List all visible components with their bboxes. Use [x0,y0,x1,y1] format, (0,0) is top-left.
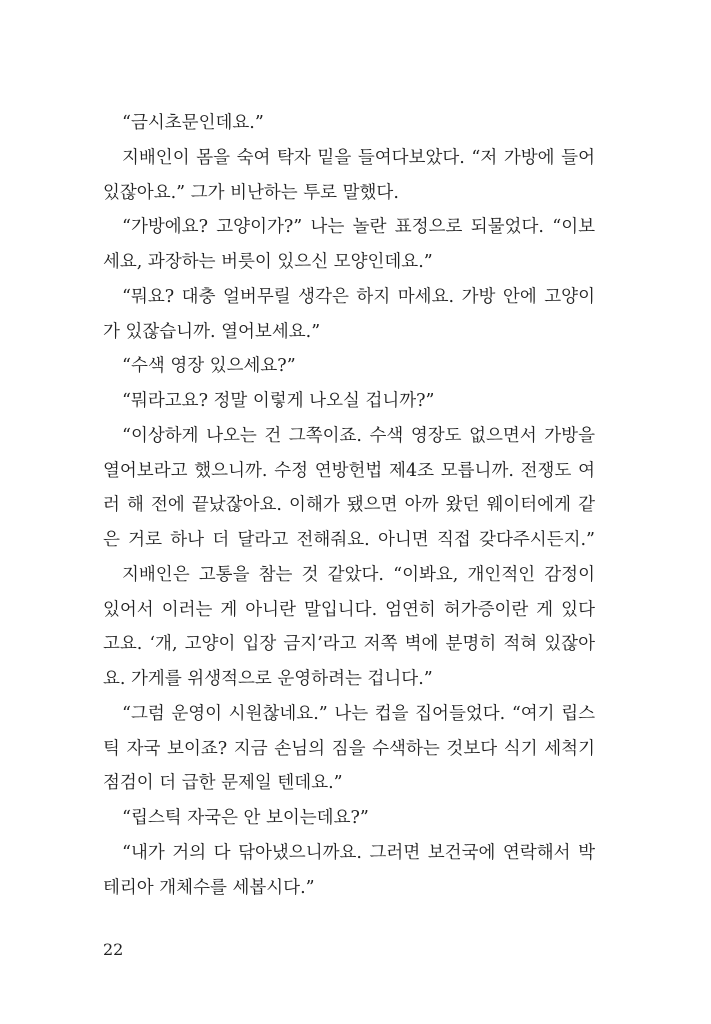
text-line: 열어보라고 했으니까. 수정 연방헌법 제4조 모릅니까. 전쟁도 여 [103,460,595,481]
text-line: “립스틱 자국은 안 보이는데요?” [122,808,369,828]
page-number: 22 [103,940,124,959]
text-line: 점검이 더 급한 문제일 텐데요.” [103,773,343,794]
text-line: 가 있잖습니까. 열어보세요.” [103,321,321,342]
text-line: 세요, 과장하는 버릇이 있으신 모양인데요.” [103,252,433,272]
text-line: 은 거로 하나 더 달라고 전해줘요. 아니면 직접 갖다주시든지.” [103,530,595,550]
text-line: “가방에요? 고양이가?” 나는 놀란 표정으로 되물었다. “이보 [122,217,595,238]
text-line: 러 해 전에 끝났잖아요. 이해가 됐으면 아까 왔던 웨이터에게 같 [103,495,595,516]
text-line: “금시초문인데요.” [122,113,264,133]
text-line: “그럼 운영이 시원찮네요.” 나는 컵을 집어들었다. “여기 립스 [122,703,595,724]
text-line: “뭐라고요? 정말 이렇게 나오실 겁니까?” [122,391,435,411]
text-line: “수색 영장 있으세요?” [122,356,296,377]
text-line: 틱 자국 보이죠? 지금 손님의 짐을 수색하는 것보다 식기 세척기 [103,738,595,759]
body-text [103,106,595,905]
text-line: 요. 가게를 위생적으로 운영하려는 겁니다.” [103,669,433,689]
text-line: 테리아 개체수를 세봅시다.” [103,877,315,898]
text-line: “이상하게 나오는 건 그쪽이죠. 수색 영장도 없으면서 가방을 [122,425,595,446]
text-line: 있어서 이러는 게 아니란 말입니다. 엄연히 허가증이란 게 있다 [103,599,595,620]
text-line: “뭐요? 대충 얼버무릴 생각은 하지 마세요. 가방 안에 고양이 [122,286,595,307]
text-line: 지배인은 고통을 참는 것 같았다. “이봐요, 개인적인 감정이 [122,564,595,585]
text-line: “내가 거의 다 닦아냈으니까요. 그러면 보건국에 연락해서 박 [122,842,595,863]
text-line: 있잖아요.” 그가 비난하는 투로 말했다. [103,182,399,203]
text-line: 지배인이 몸을 숙여 탁자 밑을 들여다보았다. “저 가방에 들어 [122,147,595,168]
text-line: 고요. ‘개, 고양이 입장 금지’라고 저쪽 벽에 분명히 적혀 있잖아 [103,634,595,655]
